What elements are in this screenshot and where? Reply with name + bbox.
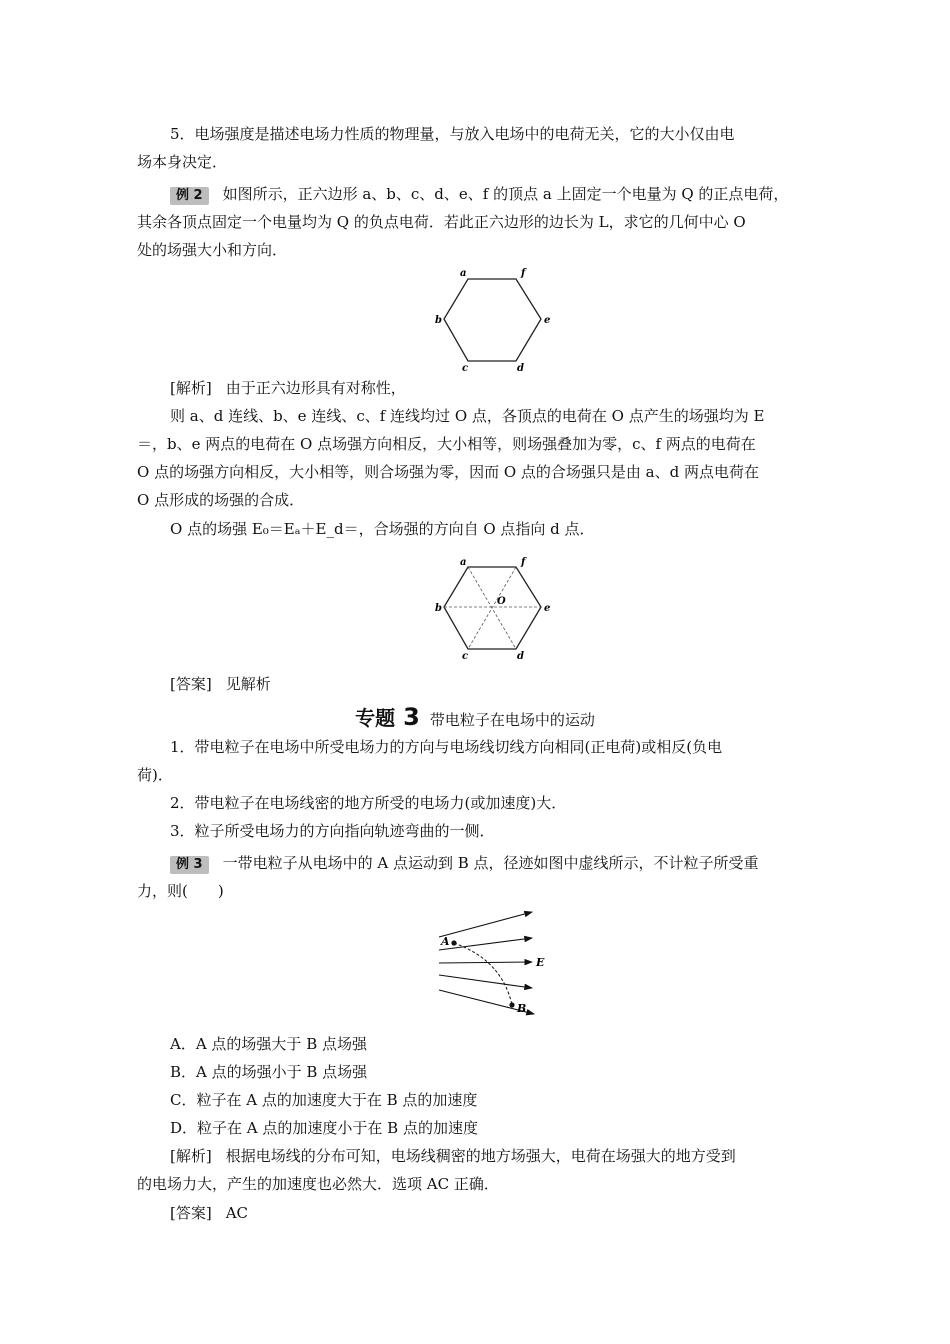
field-lines-figure: [432, 905, 552, 1017]
point-b-dot: [509, 1002, 514, 1007]
solution-3-tag: [解析]: [170, 1147, 212, 1165]
center-label-o: O: [497, 596, 506, 607]
vertex-label-f: f: [521, 557, 526, 568]
option-c: C．粒子在 A 点的加速度大于在 B 点的加速度: [170, 1091, 478, 1109]
vertex-label-f: f: [521, 268, 526, 279]
vertex-label-e: e: [544, 315, 551, 326]
solution-2-line3: O 点的场强方向相反，大小相等，则合场强为零，因而 O 点的合场强只是由 a、d 两点电荷在: [137, 463, 759, 481]
vertex-label-d: d: [517, 363, 524, 373]
field-line-1: [439, 912, 532, 937]
example-2-line1: [170, 180, 850, 208]
solution-2-text0: 由于正六边形具有对称性，: [225, 379, 406, 397]
solution-2-line4: O 点形成的场强的合成．: [137, 491, 305, 509]
answer-2-line: [170, 670, 850, 698]
field-line-3: [439, 962, 532, 963]
answer-3-tag: [答案]: [170, 1204, 212, 1222]
example-3-line1: [170, 849, 850, 877]
solution-3-text1: 根据电场线的分布可知，电场线稠密的地方场强大，电荷在场强大的地方受到: [225, 1147, 736, 1165]
answer-2-text: 见解析: [225, 675, 271, 693]
example-3-tag: 例 3: [170, 856, 209, 874]
topic3-point1-line2: 荷)．: [137, 766, 173, 784]
topic-label: 专题: [355, 706, 396, 730]
vertex-label-a: a: [460, 268, 467, 279]
solution-3-line2: 的电场力大，产生的加速度也必然大．选项 AC 正确．: [137, 1175, 499, 1193]
solution-2-line5: O 点的场强 E₀＝Eₐ＋E_d＝，合场强的方向自 O 点指向 d 点．: [170, 520, 595, 538]
solution-2-line2: ＝，b、e 两点的电荷在 O 点场强方向相反，大小相等，则场强叠加为零，c、f 两点的电荷在: [137, 435, 756, 453]
vertex-label-c: c: [462, 363, 469, 373]
hexagon-figure-2: [425, 555, 555, 663]
example-2-line2: 其余各顶点固定一个电量均为 Q 的负点电荷．若此正六边形的边长为 L，求它的几何中心 O: [137, 213, 746, 231]
answer-3-line: [170, 1199, 850, 1227]
hexagon-outline: [444, 279, 541, 361]
topic-heading: [0, 700, 950, 737]
option-d: D．粒子在 A 点的加速度小于在 B 点的加速度: [170, 1119, 478, 1137]
vertex-label-b: b: [435, 315, 442, 326]
field-e-label: E: [536, 956, 545, 969]
solution-2-line1: 则 a、d 连线、b、e 连线、c、f 连线均过 O 点，各顶点的电荷在 O 点产生的场强均为 E: [170, 407, 765, 425]
topic3-point1-line1: 1．带电粒子在电场中所受电场力的方向与电场线切线方向相同(正电荷)或相反(负电: [170, 738, 723, 756]
option-b: B．A 点的场强小于 B 点场强: [170, 1063, 368, 1081]
option-a: A．A 点的场强大于 B 点场强: [170, 1035, 367, 1053]
paragraph-5-line2: 场本身决定．: [137, 153, 228, 171]
point-b-label: B: [517, 1002, 527, 1015]
topic3-point3: 3．粒子所受电场力的方向指向轨迹弯曲的一侧．: [170, 822, 495, 840]
example-3-text1: 一带电粒子从电场中的 A 点运动到 B 点，径迹如图中虚线所示，不计粒子所受重: [222, 854, 759, 872]
vertex-label-a: a: [460, 557, 467, 568]
field-line-4: [439, 975, 532, 988]
solution-2-line0: [170, 374, 850, 402]
solution-3-line1: [170, 1142, 850, 1170]
solution-2-tag: [解析]: [170, 379, 212, 397]
answer-2-tag: [答案]: [170, 675, 212, 693]
vertex-label-d: d: [517, 651, 524, 662]
point-a-label: A: [441, 935, 450, 948]
example-2-text1: 如图所示，正六边形 a、b、c、d、e、f 的顶点 a 上固定一个电量为 Q 的正点电荷，: [222, 185, 789, 203]
topic-number: 3: [403, 703, 420, 731]
example-3-line2: 力，则( ): [137, 882, 224, 900]
example-2-line3: 处的场强大小和方向．: [137, 241, 288, 259]
hexagon-figure-1: [425, 265, 555, 373]
example-2-tag: 例 2: [170, 187, 209, 205]
vertex-label-b: b: [435, 603, 442, 614]
topic-title: 带电粒子在电场中的运动: [429, 711, 595, 729]
hexagon-outline: [444, 567, 541, 649]
vertex-label-e: e: [544, 603, 551, 614]
vertex-label-c: c: [462, 651, 469, 662]
answer-3-text: AC: [225, 1204, 249, 1222]
topic3-point2: 2．带电粒子在电场线密的地方所受的电场力(或加速度)大．: [170, 794, 567, 812]
paragraph-5-line1: 5．电场强度是描述电场力性质的物理量，与放入电场中的电荷无关，它的大小仅由电: [170, 125, 735, 143]
point-a-dot: [451, 940, 456, 945]
